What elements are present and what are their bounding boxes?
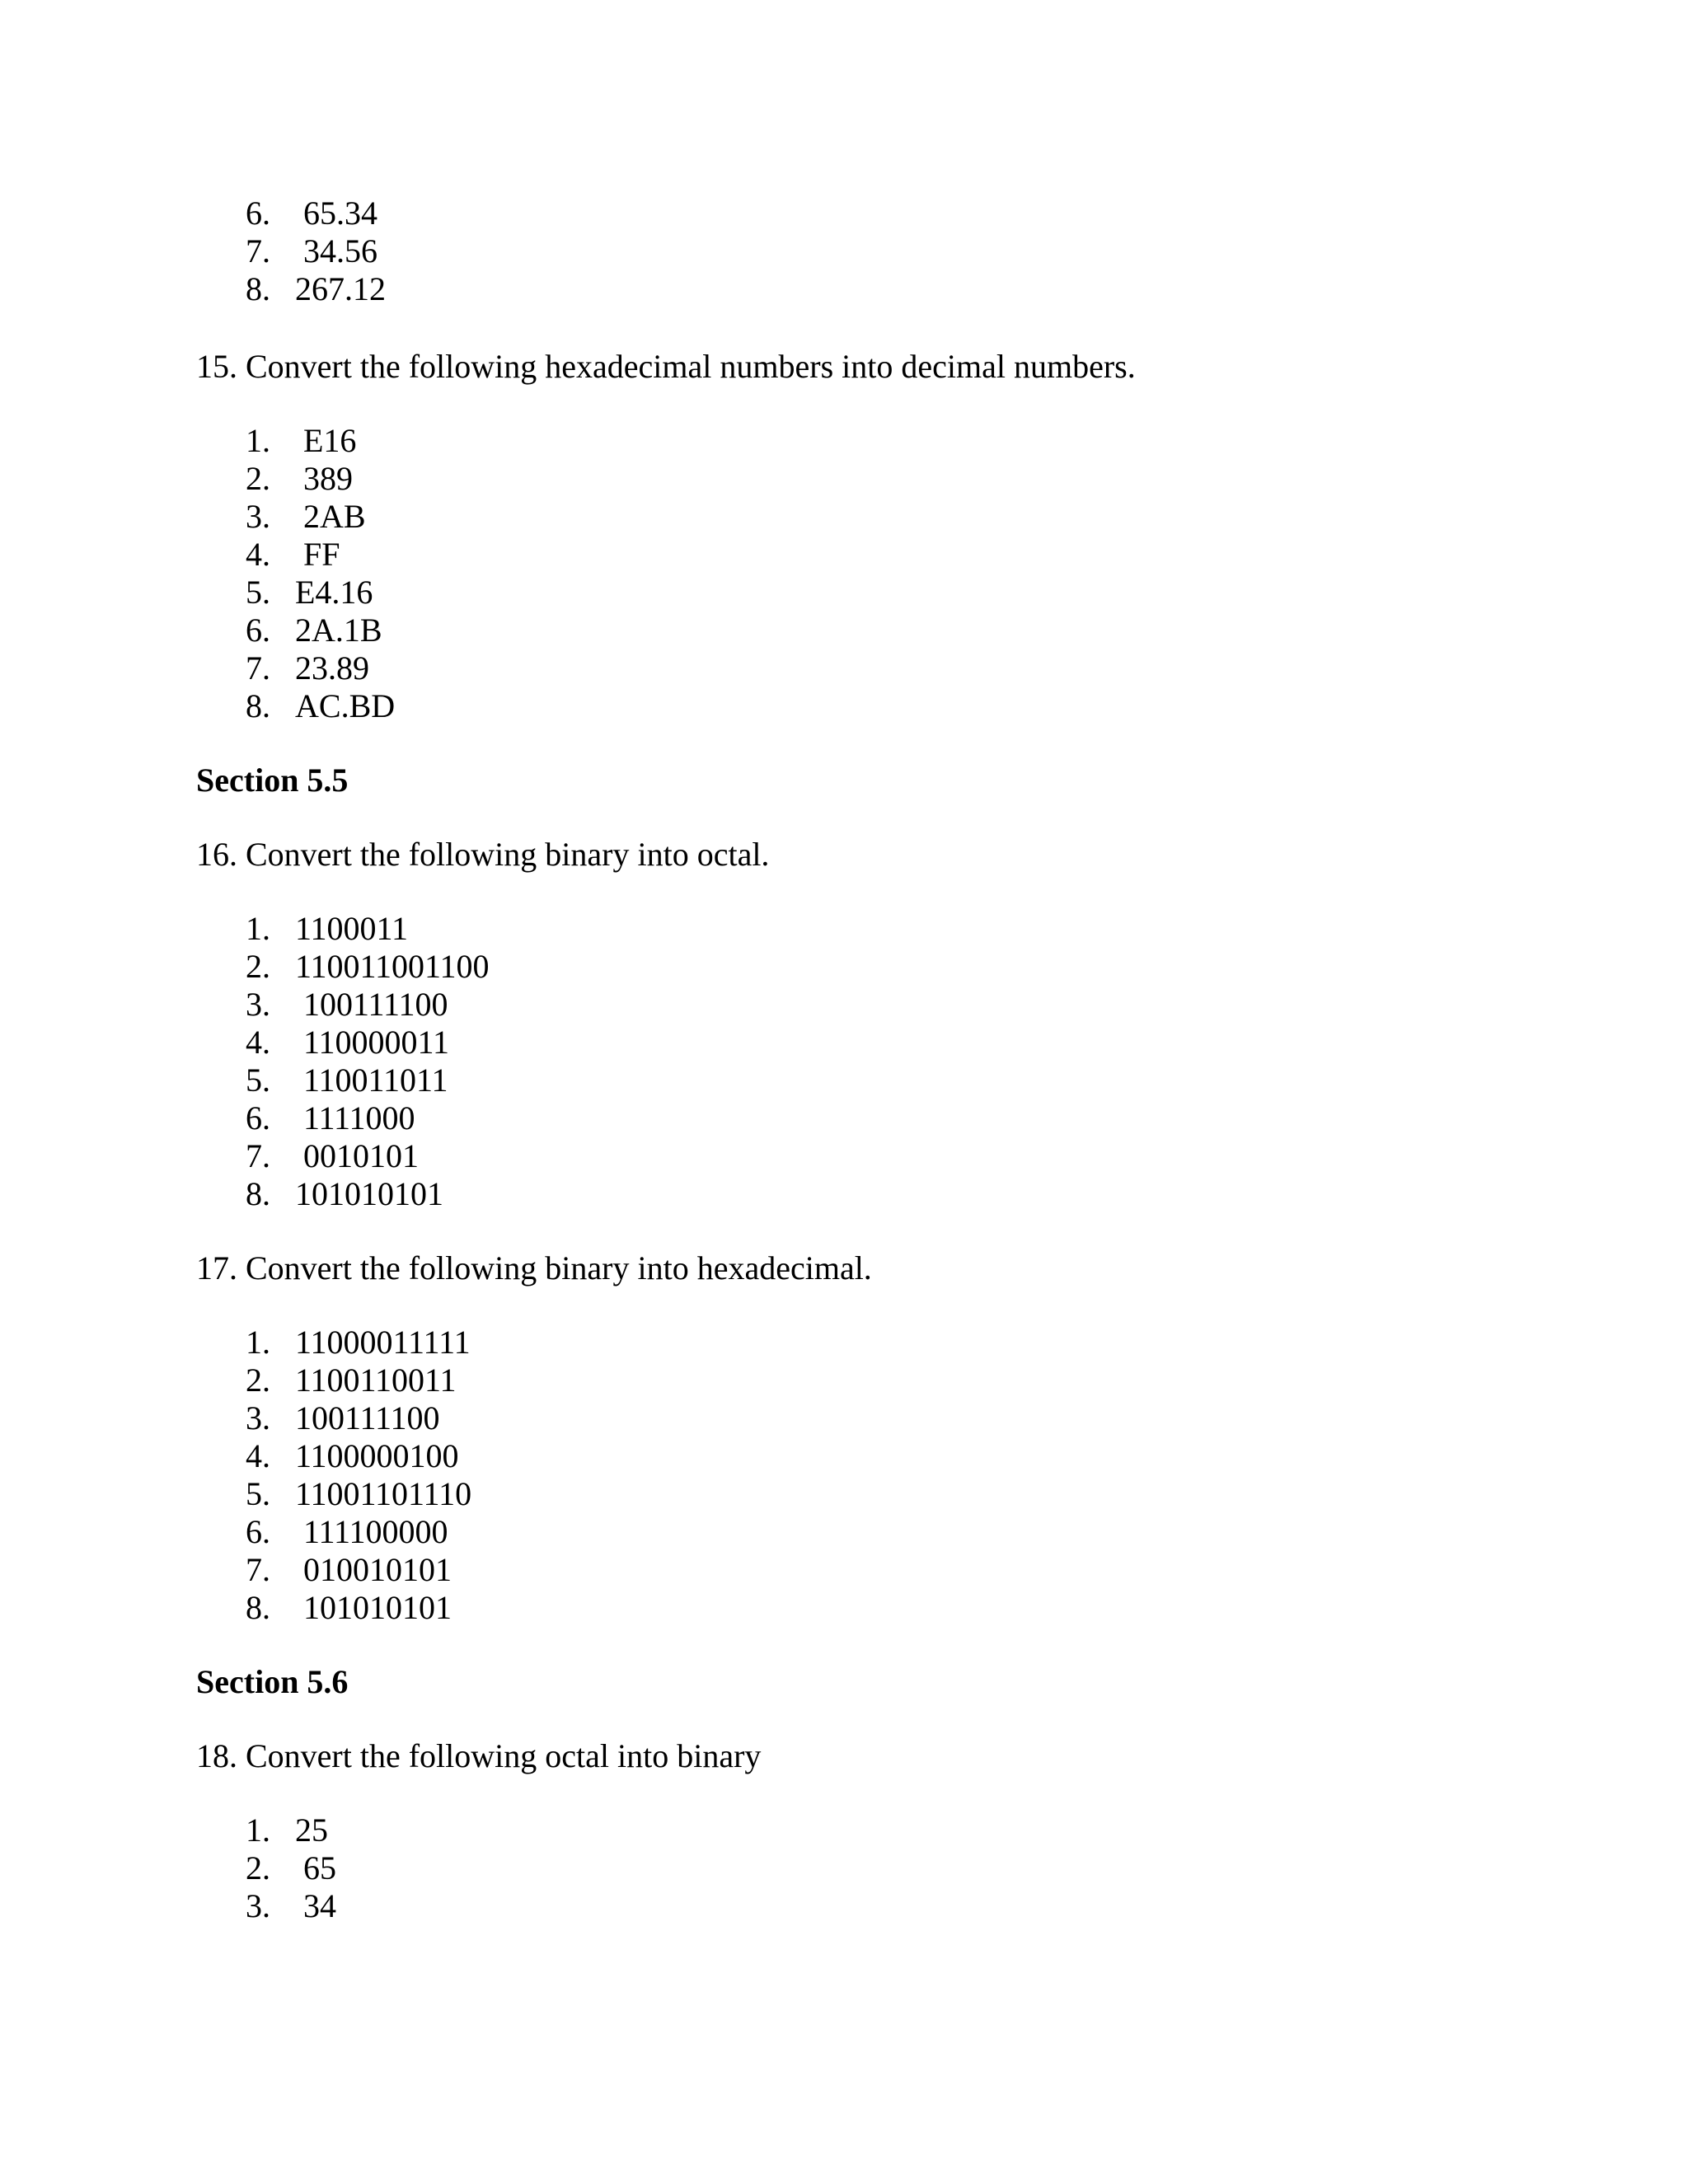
list-item <box>246 1887 336 1925</box>
section-heading-5-6: Section 5.6 <box>196 1663 349 1700</box>
item-number: 5. <box>246 1475 270 1512</box>
item-value: 110011011 <box>303 1062 448 1099</box>
item-value: 1100110011 <box>295 1361 457 1399</box>
item-number: 8. <box>246 1589 270 1626</box>
list-item <box>246 687 395 725</box>
item-number: 7. <box>246 232 270 269</box>
list-item <box>246 1513 448 1551</box>
item-value: 100111100 <box>303 986 448 1023</box>
list-item <box>246 986 448 1024</box>
list-item <box>246 910 408 948</box>
item-value: 1111000 <box>303 1099 415 1137</box>
item-number: 4. <box>246 1024 270 1061</box>
list-item <box>246 460 353 498</box>
list-item <box>246 194 377 232</box>
item-value: 010010101 <box>303 1551 452 1588</box>
list-item <box>246 1175 443 1213</box>
item-value: 101010101 <box>295 1175 443 1212</box>
item-number: 3. <box>246 986 270 1023</box>
item-value: 101010101 <box>303 1589 452 1626</box>
list-item <box>246 1137 419 1175</box>
item-value: 0010101 <box>303 1137 419 1174</box>
list-item <box>246 1589 452 1627</box>
item-value: 100111100 <box>295 1399 440 1436</box>
list-item <box>246 612 382 649</box>
list-item <box>246 1361 457 1399</box>
item-number: 3. <box>246 498 270 535</box>
item-number: 2. <box>246 1849 270 1886</box>
list-item <box>246 574 373 612</box>
list-item <box>246 1062 448 1099</box>
item-value: 25 <box>295 1811 328 1849</box>
item-value: 267.12 <box>295 270 386 307</box>
list-item <box>246 649 369 687</box>
item-number: 8. <box>246 687 270 724</box>
list-item <box>246 1811 328 1849</box>
item-value: 11001101110 <box>295 1475 472 1512</box>
question-18: 18. Convert the following octal into binary <box>196 1737 762 1774</box>
item-value: FF <box>303 536 340 573</box>
list-item <box>246 1849 336 1887</box>
item-number: 4. <box>246 536 270 573</box>
item-value: 1100000100 <box>295 1437 459 1474</box>
item-value: 2A.1B <box>295 612 382 649</box>
item-value: AC.BD <box>295 687 396 724</box>
item-value: 65.34 <box>303 194 377 232</box>
question-15: 15. Convert the following hexadecimal numbers into decimal numbers. <box>196 348 1136 385</box>
item-value: 1100011 <box>295 910 409 947</box>
item-value: 11000011111 <box>295 1324 471 1361</box>
item-value: 65 <box>303 1849 336 1886</box>
list-item <box>246 498 366 536</box>
list-item <box>246 1399 440 1437</box>
question-17: 17. Convert the following binary into hexadecimal. <box>196 1249 872 1286</box>
question-16: 16. Convert the following binary into octal. <box>196 836 770 873</box>
list-item <box>246 536 340 574</box>
list-item <box>246 1551 452 1589</box>
list-item <box>246 422 356 460</box>
list-item <box>246 948 490 986</box>
item-number: 3. <box>246 1399 270 1436</box>
item-number: 6. <box>246 1513 270 1550</box>
item-value: 111100000 <box>303 1513 448 1550</box>
list-item <box>246 1099 415 1137</box>
item-value: 389 <box>303 460 353 497</box>
item-value: E16 <box>303 422 357 459</box>
item-number: 7. <box>246 1551 270 1588</box>
list-item <box>246 232 377 270</box>
item-number: 1. <box>246 422 270 459</box>
item-value: 110000011 <box>303 1024 450 1061</box>
item-value: 34 <box>303 1887 336 1924</box>
item-number: 6. <box>246 1099 270 1137</box>
item-number: 7. <box>246 649 270 687</box>
list-item <box>246 1324 471 1361</box>
list-item <box>246 1437 459 1475</box>
item-number: 1. <box>246 1324 270 1361</box>
item-number: 2. <box>246 1361 270 1399</box>
item-value: E4.16 <box>295 574 373 611</box>
item-number: 2. <box>246 460 270 497</box>
item-number: 8. <box>246 1175 270 1212</box>
item-number: 6. <box>246 612 270 649</box>
item-number: 6. <box>246 194 270 232</box>
item-number: 5. <box>246 574 270 611</box>
item-number: 8. <box>246 270 270 307</box>
item-number: 3. <box>246 1887 270 1924</box>
item-value: 2AB <box>303 498 366 535</box>
section-heading-5-5: Section 5.5 <box>196 762 349 799</box>
list-item <box>246 1475 471 1513</box>
list-item <box>246 270 386 308</box>
item-number: 1. <box>246 1811 270 1849</box>
item-value: 110011001100 <box>295 948 490 985</box>
item-number: 4. <box>246 1437 270 1474</box>
item-number: 1. <box>246 910 270 947</box>
item-value: 34.56 <box>303 232 377 269</box>
item-number: 5. <box>246 1062 270 1099</box>
item-value: 23.89 <box>295 649 369 687</box>
list-item <box>246 1024 449 1062</box>
item-number: 2. <box>246 948 270 985</box>
item-number: 7. <box>246 1137 270 1174</box>
